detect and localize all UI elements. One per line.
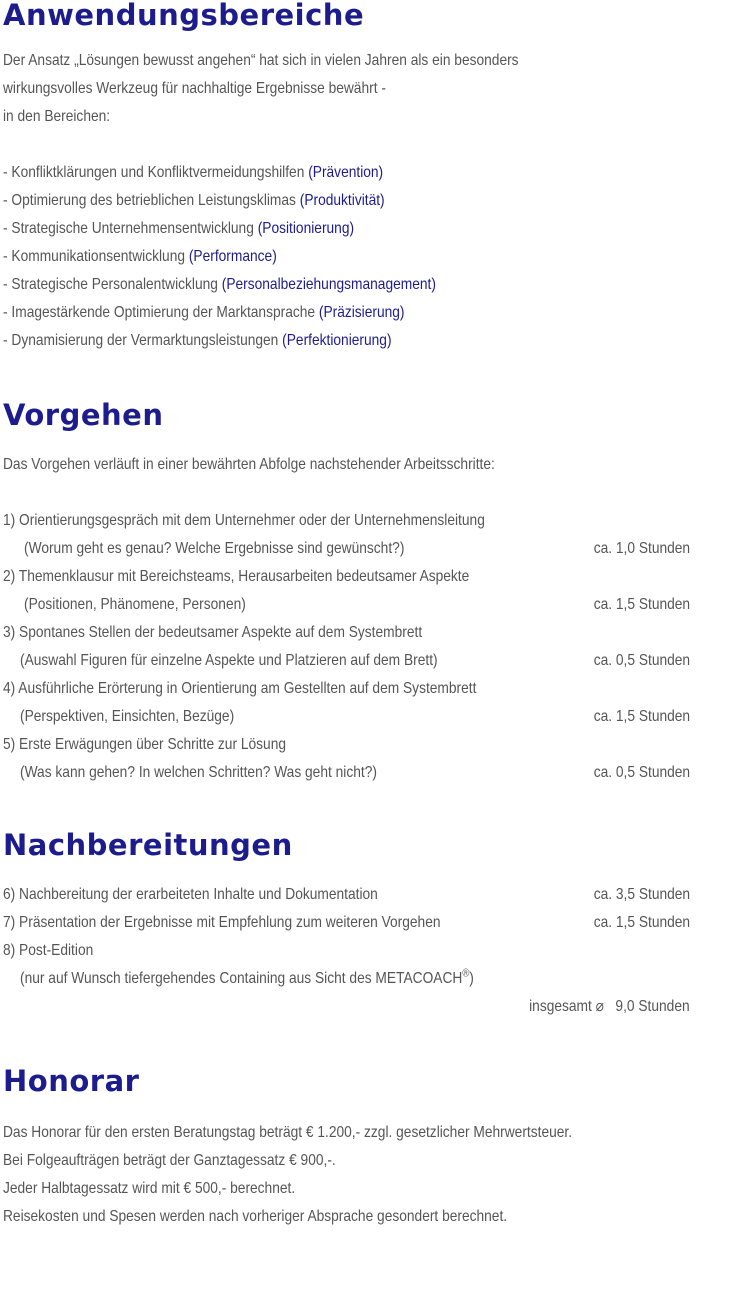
anwendung-intro-line-1: Der Ansatz „Lösungen bewusst angehen“ hat sich in vielen Jahren als ein besonders [3,52,519,69]
anwendung-item-tag: (Positionierung) [257,220,355,237]
nachbereitung-step-8: 8) Post-Edition [3,942,94,959]
anwendung-item-text: - Kommunikationsentwicklung [3,248,189,265]
vorgehen-step-sub: (Positionen, Phänomene, Personen) [24,596,246,613]
vorgehen-step-sub: (Perspektiven, Einsichten, Bezüge) [20,708,235,725]
vorgehen-intro: Das Vorgehen verläuft in einer bewährten Abfolge nachstehender Arbeitsschritte: [3,456,495,473]
anwendung-item-tag: (Performance) [188,248,277,265]
section-title-anwendungsbereiche: Anwendungsbereiche [3,0,365,32]
vorgehen-step-time: ca. 1,5 Stunden [593,596,690,613]
anwendung-item [3,191,385,211]
step-8-sub-close: ) [469,970,474,987]
nachbereitung-step-8-sub [20,969,474,989]
nachbereitung-step-7: 7) Präsentation der Ergebnisse mit Empfehlung zum weiteren Vorgehen [3,914,441,931]
vorgehen-step-main: 1) Orientierungsgespräch mit dem Unternehmer oder der Unternehmensleitung [3,512,485,529]
anwendung-item-text: - Konfliktklärungen und Konfliktvermeidungshilfen [3,164,309,181]
anwendung-item-text: - Optimierung des betrieblichen Leistungsklimas [3,192,300,209]
vorgehen-step-time: ca. 1,0 Stunden [593,540,690,557]
registered-mark: ® [462,967,470,980]
total-hours: insgesamt ⌀ 9,0 Stunden [529,998,690,1015]
anwendung-item [3,219,354,239]
vorgehen-step-time: ca. 0,5 Stunden [593,764,690,781]
vorgehen-step-sub: (Auswahl Figuren für einzelne Aspekte und Platzieren auf dem Brett) [20,652,438,669]
vorgehen-step-main: 2) Themenklausur mit Bereichsteams, Herausarbeiten bedeutsamer Aspekte [3,568,470,585]
anwendung-item-tag: (Präzisierung) [318,304,405,321]
anwendung-item-tag: (Personalbeziehungsmanagement) [221,276,436,293]
anwendung-item [3,275,436,295]
section-title-nachbereitungen: Nachbereitungen [3,828,293,862]
step-8-sub-text: (nur auf Wunsch tiefergehendes Containing aus Sicht des METACOACH [20,970,463,987]
anwendung-item-text: - Strategische Unternehmensentwicklung [3,220,258,237]
anwendung-item-tag: (Prävention) [308,164,384,181]
vorgehen-step-time: ca. 0,5 Stunden [593,652,690,669]
vorgehen-step-main: 3) Spontanes Stellen der bedeutsamer Aspekte auf dem Systembrett [3,624,423,641]
anwendung-item [3,331,392,351]
nachbereitung-step-7-time: ca. 1,5 Stunden [593,914,690,931]
anwendung-item-tag: (Perfektionierung) [282,332,392,349]
honorar-line: Bei Folgeaufträgen beträgt der Ganztagessatz € 900,-. [3,1152,336,1169]
nachbereitung-step-6: 6) Nachbereitung der erarbeiteten Inhalte und Dokumentation [3,886,378,903]
anwendung-item-text: - Dynamisierung der Vermarktungsleistungen [3,332,283,349]
anwendung-intro-line-2: wirkungsvolles Werkzeug für nachhaltige Ergebnisse bewährt - [3,80,386,97]
anwendung-item [3,247,277,267]
vorgehen-step-sub: (Was kann gehen? In welchen Schritten? Was geht nicht?) [20,764,377,781]
honorar-line: Reisekosten und Spesen werden nach vorheriger Absprache gesondert berechnet. [3,1208,508,1225]
anwendung-item [3,303,405,323]
anwendung-item-text: - Imagestärkende Optimierung der Marktansprache [3,304,319,321]
vorgehen-step-time: ca. 1,5 Stunden [593,708,690,725]
honorar-line: Jeder Halbtagessatz wird mit € 500,- berechnet. [3,1180,296,1197]
nachbereitung-step-6-time: ca. 3,5 Stunden [593,886,690,903]
vorgehen-step-sub: (Worum geht es genau? Welche Ergebnisse sind gewünscht?) [24,540,405,557]
section-title-vorgehen: Vorgehen [3,398,164,432]
vorgehen-step-main: 5) Erste Erwägungen über Schritte zur Lösung [3,736,287,753]
section-title-honorar: Honorar [3,1064,140,1098]
anwendung-item-text: - Strategische Personalentwicklung [3,276,222,293]
anwendung-item-tag: (Produktivität) [299,192,385,209]
vorgehen-step-main: 4) Ausführliche Erörterung in Orientierung am Gestellten auf dem Systembrett [3,680,477,697]
honorar-line: Das Honorar für den ersten Beratungstag beträgt € 1.200,- zzgl. gesetzlicher Mehrwertsteuer. [3,1124,573,1141]
anwendung-intro-line-3: in den Bereichen: [3,108,111,125]
anwendung-item [3,163,383,183]
